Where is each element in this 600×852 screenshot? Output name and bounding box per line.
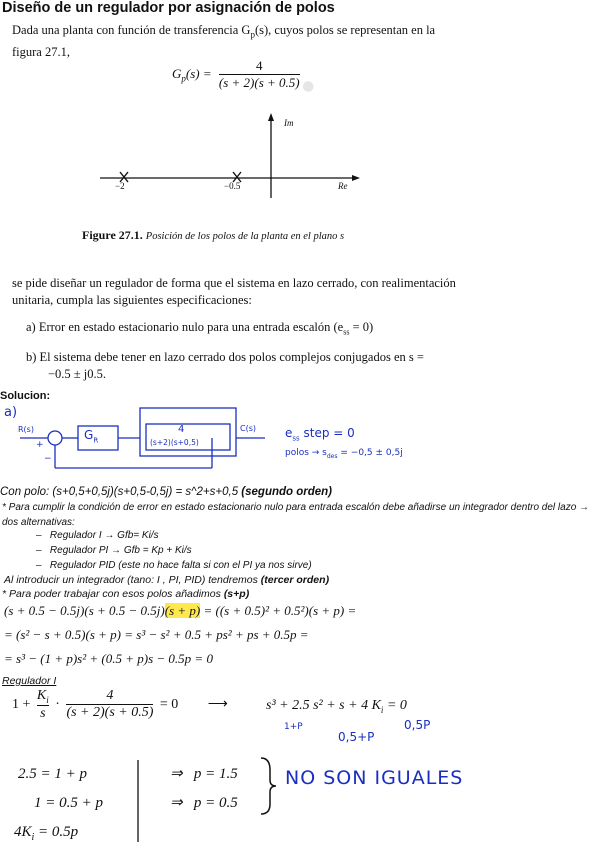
figure-caption: Figure 27.1. Posición de los polos de la planta en el plano s	[82, 228, 345, 242]
hand-note-poles: polos → $s_{des} = -0,5 \pm 0,5j$	[285, 448, 403, 460]
para-poder: * Para poder trabajar con esos polos añadimos (s+p)	[2, 588, 250, 600]
brace-right	[258, 754, 280, 818]
list-item: – Regulador I → Gfb= Ki/s	[36, 530, 159, 541]
alternatives-list	[20, 528, 312, 573]
solucion-heading: Solucion:	[0, 390, 51, 402]
hand-note-no-son-iguales: NO SON IGUALES	[285, 767, 464, 789]
characteristic-equation: s³ + 2.5 s² + s + 4 $K_i = 0$	[266, 698, 407, 715]
re-axis-label: Re	[338, 181, 348, 191]
im-axis-label: Im	[284, 118, 294, 128]
block-label-r: R(s)	[18, 425, 34, 434]
block-label-a: a)	[4, 405, 18, 420]
pole-label: −0.5	[224, 181, 241, 191]
requirements-text: se pide diseñar un regulador de forma que el sistema en lazo cerrado, con realimentación unitaria, cumpla las siguientes especificaciones:	[12, 276, 456, 307]
regulador-equation: 1 + $\frac{K_i}{s}$ · $\frac{4}{(s + 2)(s + 0.5)}$ = 0 ⟶	[12, 688, 228, 721]
watermark: •	[289, 69, 330, 106]
equation-3: = s³ − (1 + p)s² + (0.5 + p)s − 0.5p = 0	[4, 651, 213, 666]
sum-plus: +	[36, 440, 44, 450]
regulador-i-heading: Regulador I	[2, 675, 57, 687]
plant-equation: $G_p(s)$ = $\frac{4}{(s + 2)(s + 0.5)}$	[172, 58, 300, 90]
spec-a: a) Error en estado estacionario nulo para una entrada escalón $(e_{ss} = 0)$	[26, 320, 374, 337]
block-gp-num: 4	[178, 424, 185, 435]
system-lhs: 2.5 = 1 + p 1 = 0.5 + p $4K_i = 0.5p$	[14, 766, 103, 843]
hand-note-05p: 0,5+P	[338, 730, 375, 744]
con-polo-line: Con polo: (s+0,5+0,5j)(s+0,5-0,5j) = s^2+s+0,5 (segundo orden)	[0, 486, 333, 498]
brace-left	[132, 758, 146, 844]
al-introducir: Al introducir un integrador (tano: I , PI, PID) tendremos (tercer orden)	[4, 574, 330, 586]
intro-text: Dada una planta con función de transferencia $G_p(s)$, cuyos polos se representan en la figura 27.1,	[12, 23, 436, 59]
hand-note-05pb: 0,5P	[404, 718, 431, 732]
page-title: Diseño de un regulador por asignación de polos	[2, 0, 335, 16]
spec-b: b) El sistema debe tener en lazo cerrado dos polos complejos conjugados en s = −0.5 ± j0.5.	[26, 350, 424, 381]
system-rhs: ⇒ p = 1.5 ⇒ p = 0.5	[170, 766, 238, 811]
pole-label: −2	[115, 181, 125, 191]
block-label-c: C(s)	[240, 424, 256, 433]
hand-note-error: $e_{ss}$ step = 0	[285, 426, 355, 443]
equation-1: (s + 0.5 − 0.5j)(s + 0.5 − 0.5j)(s + p) = ((s + 0.5)² + 0.5²)(s + p) =	[4, 603, 357, 618]
block-diagram	[0, 400, 420, 482]
sum-minus: −	[44, 454, 52, 464]
para-cumplir: * Para cumplir la condición de error en estado estacionario nulo para entrada escalón debe añadirse un integrador dentro del lazo → dos alternativas:	[2, 502, 590, 528]
equation-2: = (s² − s + 0.5)(s + p) = s³ − s² + 0.5 + ps² + ps + 0.5p =	[4, 627, 309, 642]
hand-note-1p: 1+P	[284, 722, 303, 732]
block-gr: $G_R$	[84, 428, 99, 445]
block-gp-den: (s+2)(s+0,5)	[150, 438, 199, 447]
list-item: – Regulador PI → Gfb = Kp + Ki/s	[36, 545, 192, 556]
list-item: – Regulador PID (este no hace falta si con el PI ya nos sirve)	[36, 560, 312, 571]
